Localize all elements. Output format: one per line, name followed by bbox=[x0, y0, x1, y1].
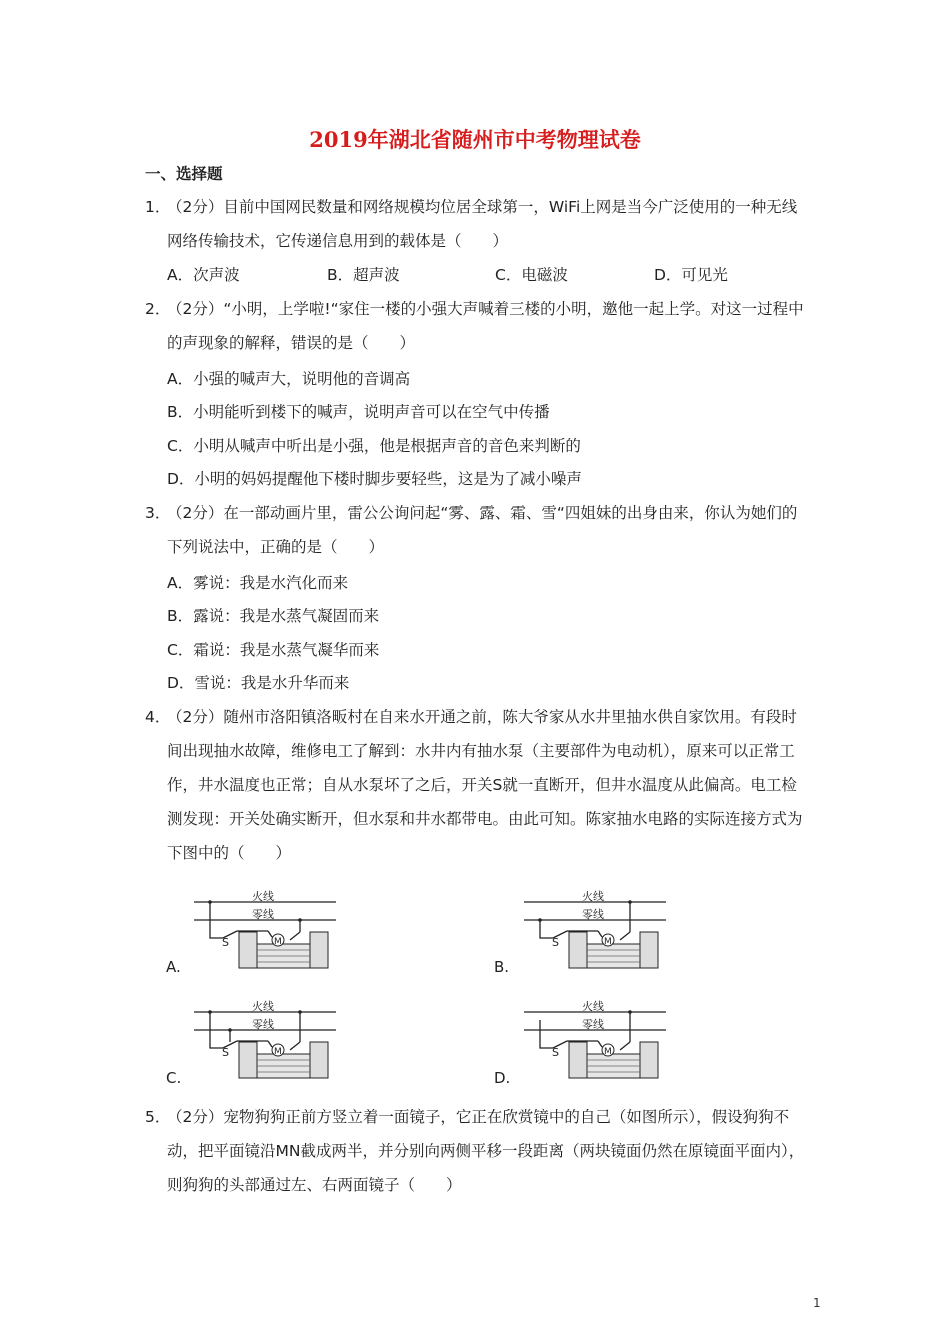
option-b: B．小明能听到楼下的喊声，说明声音可以在空气中传播 bbox=[167, 403, 550, 421]
circuit-diagram-d bbox=[520, 998, 670, 1080]
svg-text:S: S bbox=[222, 1046, 229, 1059]
question-2 bbox=[145, 292, 810, 360]
svg-text:S: S bbox=[552, 1046, 559, 1059]
page-number: 1 bbox=[813, 1296, 821, 1310]
svg-text:零线: 零线 bbox=[252, 908, 274, 921]
option-d: D．雪说：我是水升华而来 bbox=[167, 674, 350, 692]
question-number: 5． bbox=[145, 1108, 171, 1126]
question-3 bbox=[145, 496, 810, 564]
option-a: A．小强的喊声大，说明他的音调高 bbox=[167, 370, 411, 388]
option-d: D．可见光 bbox=[654, 266, 728, 284]
svg-text:零线: 零线 bbox=[582, 908, 604, 921]
svg-text:M: M bbox=[274, 1047, 282, 1057]
circuit-diagram-b bbox=[520, 888, 670, 970]
option-a: A．雾说：我是水汽化而来 bbox=[167, 574, 349, 592]
svg-text:M: M bbox=[604, 937, 612, 947]
option-c: C．小明从喊声中听出是小强，他是根据声音的音色来判断的 bbox=[167, 437, 581, 455]
svg-text:火线: 火线 bbox=[582, 1000, 604, 1013]
svg-text:火线: 火线 bbox=[252, 1000, 274, 1013]
question-text: （2分）宠物狗狗正前方竖立着一面镜子，它正在欣赏镜中的自己（如图所示），假设狗狗不动，把平面镜沿MN截成两半，并分别向两侧平移一段距离（两块镜面仍然在原镜面平面内），则狗狗的头部通过左、右两面镜子（ ） bbox=[167, 1108, 805, 1194]
option-d-label: D. bbox=[494, 1069, 511, 1087]
option-b: B．露说：我是水蒸气凝固而来 bbox=[167, 607, 380, 625]
option-b: B．超声波 bbox=[327, 266, 400, 284]
option-a-label: A. bbox=[166, 958, 181, 976]
question-text: （2分）“小明，上学啦!“家住一楼的小强大声喊着三楼的小明，邀他一起上学。对这一过程中的声现象的解释，错误的是（ ） bbox=[167, 300, 804, 352]
svg-text:S: S bbox=[552, 936, 559, 949]
question-text: （2分）目前中国网民数量和网络规模均位居全球第一，WiFi上网是当今广泛使用的一种无线网络传输技术，它传递信息用到的载体是（ ） bbox=[167, 198, 798, 250]
svg-text:零线: 零线 bbox=[582, 1018, 604, 1031]
svg-text:M: M bbox=[604, 1047, 612, 1057]
svg-text:火线: 火线 bbox=[252, 890, 274, 903]
svg-text:S: S bbox=[222, 936, 229, 949]
svg-text:火线: 火线 bbox=[582, 890, 604, 903]
option-d: D．小明的妈妈提醒他下楼时脚步要轻些，这是为了减小噪声 bbox=[167, 470, 582, 488]
question-1 bbox=[145, 190, 810, 258]
question-text: （2分）在一部动画片里，雷公公询问起“雾、露、霜、雪“四姐妹的出身由来，你认为她们的下列说法中，正确的是（ ） bbox=[167, 504, 798, 556]
question-number: 3． bbox=[145, 504, 171, 522]
options-row bbox=[167, 258, 807, 292]
section-heading: 一、选择题 bbox=[145, 165, 223, 183]
question-number: 4． bbox=[145, 708, 171, 726]
svg-text:M: M bbox=[274, 937, 282, 947]
option-c: C．霜说：我是水蒸气凝华而来 bbox=[167, 641, 380, 659]
option-c-label: C. bbox=[166, 1069, 182, 1087]
circuit-diagram-a bbox=[190, 888, 340, 970]
svg-text:零线: 零线 bbox=[252, 1018, 274, 1031]
question-text: （2分）随州市洛阳镇洛畈村在自来水开通之前，陈大爷家从水井里抽水供自家饮用。有段时间出现抽水故障，维修电工了解到：水井内有抽水泵（主要部件为电动机），原来可以正常工作，井水温度也正常；自从水泵坏了之后，开关S就一直断开，但井水温度从此偏高。电工检测发现：开关处确实断开，但水泵和井水都带电。由此可知。陈家抽水电路的实际连接方式为下图中的（ ） bbox=[167, 708, 803, 862]
question-5 bbox=[145, 1100, 810, 1202]
option-c: C．电磁波 bbox=[495, 266, 568, 284]
question-4 bbox=[145, 700, 810, 870]
question-number: 2． bbox=[145, 300, 171, 318]
page-title: 2019年湖北省随州市中考物理试卷 bbox=[309, 127, 641, 152]
circuit-diagram-c bbox=[190, 998, 340, 1080]
option-a: A．次声波 bbox=[167, 266, 240, 284]
question-number: 1． bbox=[145, 198, 171, 216]
option-b-label: B. bbox=[494, 958, 510, 976]
